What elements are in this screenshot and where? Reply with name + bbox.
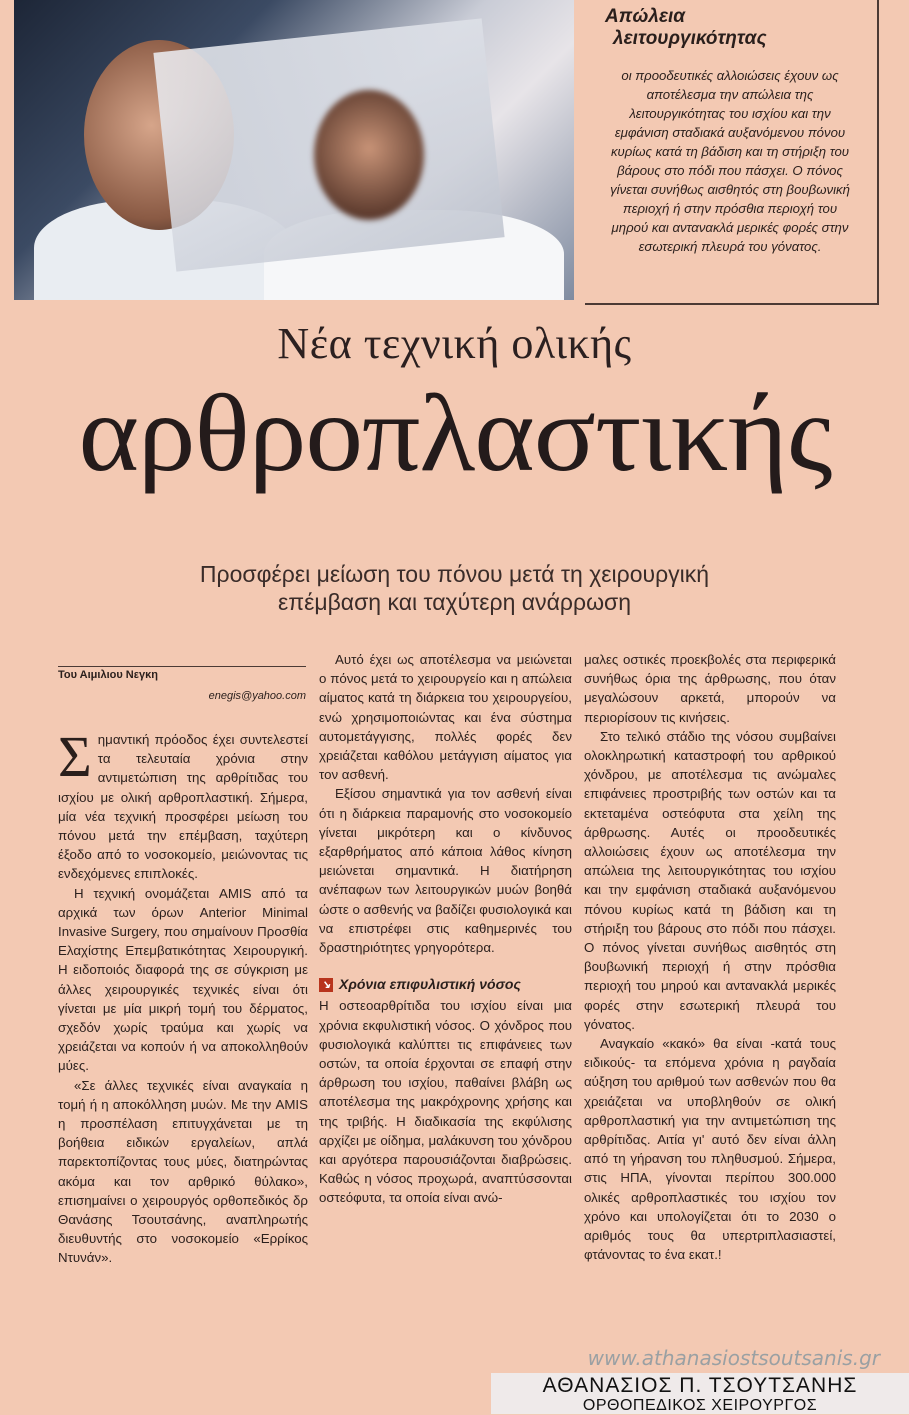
article-subhead bbox=[0, 560, 909, 616]
paragraph: μαλες οστικές προεκβολές στα περιφερικά συνήθως όρια της άρθρωσης, που όταν μεγαλώσουν αρκετά, μπορούν να περιορίσουν τις κινήσεις. bbox=[584, 652, 836, 725]
paragraph: Αναγκαίο «κακό» θα είναι -κατά τους ειδικούς- τα επόμενα χρόνια η ραγδαία αύξηση του αριθμού των ασθενών που θα χρειάζεται να υποβληθούν σε ολική αρθροπλαστική για την αντιμετώπιση της αρθρίτιδας. Αιτία γι' αυτό δεν είναι άλλη από τη γήρανση του πληθυσμού. Σήμερα, στις ΗΠΑ, γίνονται περίπου 300.000 ολικές αρθροπλαστικές του ισχίου τον χρόνο και υπολογίζεται ότι το 2030 ο αριθμός τους θα υπερτριπλασιαστεί, φτάνοντας το ένα εκατ.! bbox=[584, 1036, 836, 1263]
paragraph-text: ημαντική πρόοδος έχει συντελεστεί τα τελευταία χρόνια στην αντιμετώπιση της αρθρίτιδας του ισχίου με ολική αρθροπλαστική. Σήμερα, μία νέα τεχνική προσφέρει μείωση του πόνου μετά την επέμβαση, ταχύτερη έξοδο από το νοσοκομείο, μειώνοντας τις ενδεχόμενες επιπλοκές. bbox=[58, 732, 308, 882]
doctor-role: ΟΡΘΟΠΕΔΙΚΟΣ ΧΕΙΡΟΥΡΓΟΣ bbox=[582, 1397, 818, 1414]
doctor-name: ΑΘΑΝΑΣΙΟΣ Π. ΤΣΟΥΤΣΑΝΗΣ bbox=[542, 1374, 858, 1397]
website-link[interactable]: www.athanasiostsoutsanis.gr bbox=[587, 1346, 880, 1370]
article-byline: Του Αιμιλιου Νεγκη bbox=[58, 666, 306, 681]
subhead-line1: Προσφέρει μείωση του πόνου μετά τη χειρουργική bbox=[199, 561, 710, 587]
paragraph: Η τεχνική ονομάζεται AMIS από τα αρχικά των όρων Anterior Minimal Invasive Surgery, που σημαίνουν Προσθία Ελαχίστης Επεμβατικότητας Χειρουργική. Η ειδοποιός διαφορά της σε σύγκριση με άλλες χειρουργικές τεχνικές είναι ότι γίνεται με μία μικρή τομή του δέρματος, σχεδόν χωρίς τραύμα και χωρίς να χρειάζεται να κοπούν ή να αποκολληθούν μύες. bbox=[58, 885, 308, 1074]
paragraph: Η οστεοαρθρίτιδα του ισχίου είναι μια χρόνια εκφυλιστική νόσος. Ο χόνδρος που φυσιολογικά καλύπτει τις επιφάνειες των οστών, τα οποία έρχονται σε επαφή στην άρθρωση του ισχίου, παθαίνει βλάβη ως αποτέλεσμα της μακρόχρονης χρήσης και της τριβής. Η διαδικασία της εκφύλισης αρχίζει με οίδημα, μαλάκυνση του χόνδρου και αργότερα παρουσιάζονται διαβρώσεις. Καθώς η νόσος προχωρά, αναπτύσσονται οστεόφυτα, τα οποία είναι ανώ- bbox=[319, 998, 572, 1206]
paragraph: «Σε άλλες τεχνικές είναι αναγκαία η τομή ή η αποκόλληση μυών. Με την AMIS η προσπέλαση επιτυγχάνεται με τη βοήθεια ειδικών εργαλείων, απλά παρεκτοπίζοντας τους μύες, διατηρώντας ακόμα και τον αρθρικό θύλακο», επισημαίνει ο χειρουργός ορθοπεδικός δρ Θανάσης Τσουτσάνης, αναπληρωτής διευθυντής στο νοσοκομείο «Ερρίκος Ντυνάν». bbox=[58, 1077, 308, 1266]
paragraph: Αυτό έχει ως αποτέλεσμα να μειώνεται ο πόνος μετά το χειρουργείο και η απώλεια αίματος κατά τη διάρκεια του χειρουργείου, ενώ χρησιμοποιώντας και ένα σύστημα αυτομετάγγισης, πολλές φορές δεν χρειάζεται καθόλου μετάγγιση αίματος για τον ασθενή. bbox=[319, 652, 572, 783]
article-kicker: Νέα τεχνική ολικής bbox=[277, 319, 632, 368]
arrow-icon: ↘ bbox=[319, 978, 333, 992]
paragraph bbox=[58, 724, 308, 884]
sidebar-box bbox=[585, 0, 879, 305]
paragraph: Στο τελικό στάδιο της νόσου συμβαίνει ολοκληρωτική καταστροφή του αρθρικού χόνδρου, με αποτέλεσμα τις ανώμαλες επιφάνειες προστριβής των οστών και τα εκτεταμένα οστεόφυτα στα χείλη της άρθρωσης. Αυτές οι προοδευτικές αλλοιώσεις έχουν ως αποτέλεσμα την απώλεια της λειτουργικότητας του ισχίου και την εμφάνιση σταδιακά αυξανόμενου πόνου κυρίως κατά τη βάδιση και τη στήριξη του βάρους στο πόδι που πάσχει. Ο πόνος γίνεται συνήθως αισθητός στη βουβωνική περιοχή ή στην πρόσθια περιοχή του μηρού και αντανακλά μερικές φορές στην εσωτερική πλευρά του γόνατος. bbox=[584, 728, 836, 1032]
article-photo bbox=[14, 0, 574, 300]
subhead-line2: επέμβαση και ταχύτερη ανάρρωση bbox=[277, 589, 632, 615]
article-headline: αρθροπλαστικής bbox=[78, 372, 832, 494]
name-plate bbox=[491, 1373, 909, 1414]
author-email: enegis@yahoo.com bbox=[208, 690, 306, 702]
sidebar-text: οι προοδευτικές αλλοιώσεις έχουν ως αποτέλεσμα την απώλεια της λειτουργικότητας του ισχίου και την εμφάνιση σταδιακά αυξανόμενου πόνου κυρίως κατά τη βάδιση και τη στήριξη του βάρους στο πόδι που πάσχει. Ο πόνος γίνεται συνήθως αισθητός στη βουβωνική περιοχή ή στην πρόσθια περιοχή του μηρού και αντανακλά μερικές φορές στην εσωτερική πλευρά του γόνατος. bbox=[610, 68, 850, 254]
article-column-1 bbox=[58, 724, 308, 1268]
photo-second-person-head bbox=[314, 90, 424, 220]
sidebar-heading bbox=[605, 6, 865, 50]
article-column-3 bbox=[584, 650, 836, 1265]
sidebar-heading-line1: Απώλεια bbox=[605, 6, 686, 27]
sidebar-heading-line2: λειτουργικότητας bbox=[613, 28, 767, 49]
article-column-2 bbox=[319, 650, 572, 1208]
paragraph: Εξίσου σημαντικά για τον ασθενή είναι ότι η διάρκεια παραμονής στο νοσοκομείο γίνεται μικρότερη και ο κίνδυνος εξαρθρήματος από κάποια λάθος κίνηση μειώνεται σημαντικά. Η διατήρηση ανέπαφων των λειτουργικών μυών βοηθά ώστε ο ασθενής να βαδίζει φυσιολογικά και να επιστρέφει στις καθημερινές του δραστηριότητες γρηγορότερα. bbox=[319, 786, 572, 956]
section-subtitle-text: Χρόνια επιφυλιστική νόσος bbox=[339, 976, 521, 993]
dropcap: Σ bbox=[58, 724, 92, 789]
section-subtitle bbox=[319, 975, 572, 994]
